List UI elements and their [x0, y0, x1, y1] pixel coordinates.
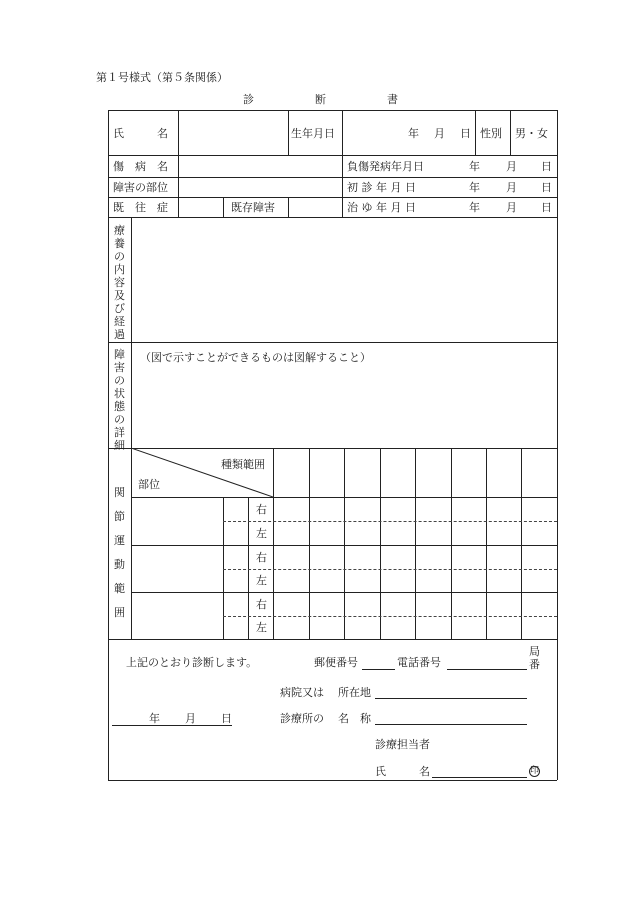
condition-label: 障害の状態の詳細: [114, 348, 125, 452]
injury-date-label: 負傷発病年月日: [347, 160, 424, 173]
condition-note: （図で示すことができるものは図解すること）: [140, 351, 371, 364]
address-field[interactable]: [375, 698, 527, 699]
rom-label: 関節運動範囲: [114, 486, 125, 619]
sex-label: 性別: [480, 127, 502, 140]
existing-disability-field[interactable]: [289, 198, 341, 216]
first-visit-day: 日: [541, 181, 552, 194]
signer-name-label: 氏 名: [375, 765, 430, 778]
phone-field[interactable]: [447, 669, 527, 670]
treatment-field[interactable]: [132, 218, 556, 341]
injury-month: 月: [506, 160, 517, 173]
issue-month: 月: [185, 712, 196, 725]
cure-date-label: 治 ゆ 年 月 日: [347, 201, 416, 214]
form-number: 第１号様式（第５条関係）: [96, 71, 228, 84]
name-label: 氏 名: [113, 127, 168, 140]
body-part-label: 部位: [138, 478, 160, 491]
treatment-label: 療養の内容及び経過: [114, 224, 125, 341]
facility-label-1: 病院又は: [280, 686, 324, 699]
issue-year: 年: [149, 712, 160, 725]
seal-icon: 印: [530, 766, 540, 776]
postal-field[interactable]: [362, 669, 395, 670]
medical-history-field[interactable]: [179, 198, 222, 216]
illness-label: 傷 病 名: [113, 160, 168, 173]
station-label: 局番: [529, 645, 540, 671]
first-visit-month: 月: [506, 181, 517, 194]
statement: 上記のとおり診断します。: [126, 656, 258, 669]
condition-field[interactable]: [132, 366, 556, 447]
injury-site-field[interactable]: [179, 178, 341, 196]
injury-day: 日: [541, 160, 552, 173]
facility-name-field[interactable]: [375, 724, 527, 725]
name-field[interactable]: [179, 111, 287, 154]
first-visit-year: 年: [469, 181, 480, 194]
first-visit-label: 初 診 年 月 日: [347, 181, 416, 194]
sex-options[interactable]: 男・女: [515, 127, 548, 140]
form-title: 診 断 書: [243, 93, 399, 106]
birth-date-label: 生年月日: [291, 127, 335, 140]
rom-left-2: 左: [256, 574, 267, 587]
facility-name-label: 名 称: [338, 712, 371, 725]
injury-year: 年: [469, 160, 480, 173]
illness-field[interactable]: [179, 156, 341, 176]
doctor-label: 診療担当者: [375, 738, 430, 751]
issue-date-field[interactable]: [112, 725, 232, 726]
rom-left-3: 左: [256, 621, 267, 634]
issue-day: 日: [221, 712, 232, 725]
postal-label: 郵便番号: [314, 656, 358, 669]
facility-label-2: 診療所の: [280, 712, 324, 725]
rom-left-1: 左: [256, 527, 267, 540]
injury-site-label: 障害の部位: [113, 181, 168, 194]
signer-name-field[interactable]: [432, 777, 527, 778]
existing-disability-label: 既存障害: [231, 201, 275, 214]
rom-right-2: 右: [256, 551, 267, 564]
cure-day: 日: [541, 201, 552, 214]
range-type-label: 種類範囲: [221, 458, 265, 471]
phone-label: 電話番号: [397, 656, 441, 669]
cure-month: 月: [506, 201, 517, 214]
cure-year: 年: [469, 201, 480, 214]
rom-right-1: 右: [256, 503, 267, 516]
birth-date-units: 年 月 日: [408, 127, 473, 140]
rom-right-3: 右: [256, 598, 267, 611]
medical-history-label: 既 往 症: [113, 201, 168, 214]
address-label: 所在地: [338, 686, 371, 699]
